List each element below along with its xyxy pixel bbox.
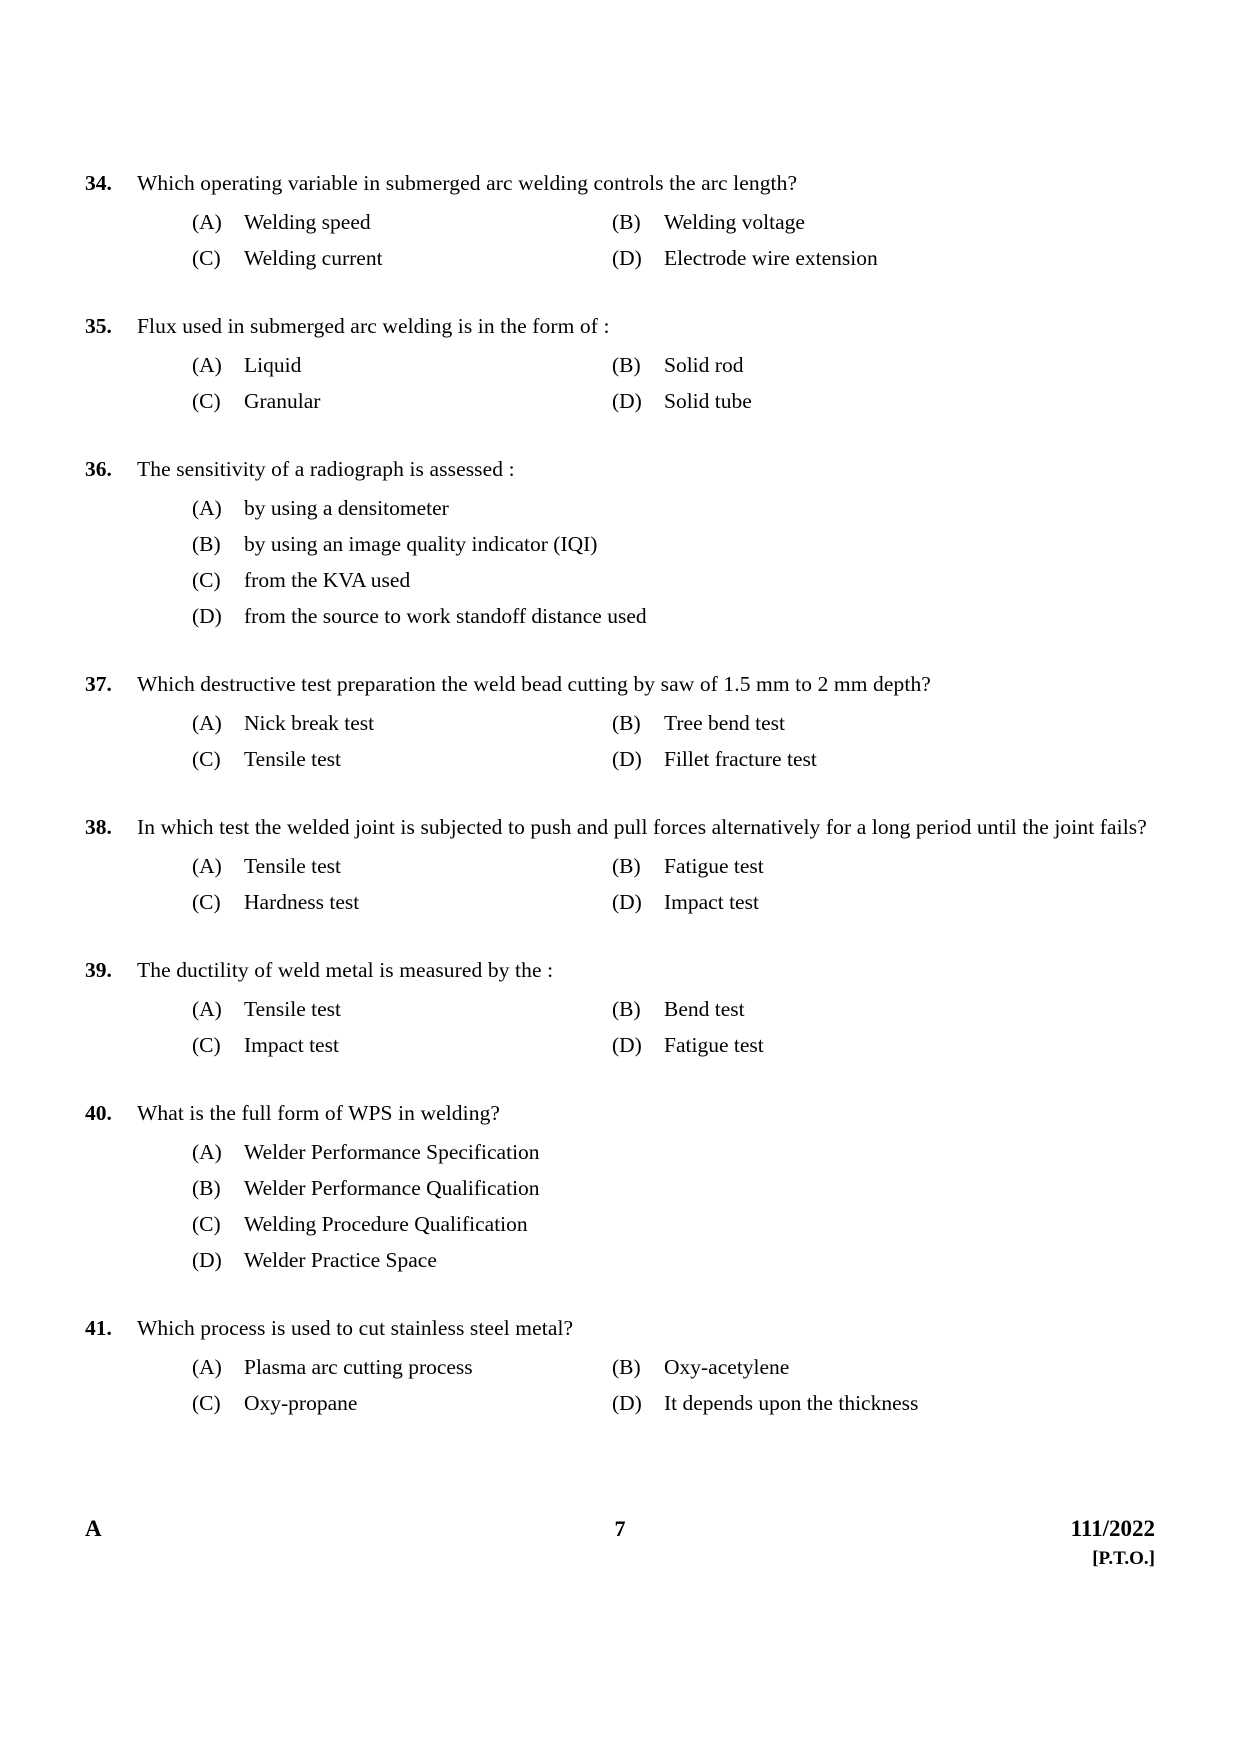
option-group bbox=[85, 351, 1155, 416]
option-text: Tensile test bbox=[244, 997, 342, 1021]
option-text: Welding Procedure Qualification bbox=[244, 1212, 528, 1236]
question-text: Which operating variable in submerged arc welding controls the arc length? bbox=[137, 171, 798, 195]
option-text: Plasma arc cutting process bbox=[244, 1355, 473, 1379]
booklet-series: A bbox=[85, 1516, 102, 1541]
option-label: (D) bbox=[612, 890, 642, 914]
question-text: The sensitivity of a radiograph is assessed : bbox=[137, 457, 515, 481]
option-label: (C) bbox=[192, 568, 221, 592]
option-text: Welder Performance Specification bbox=[244, 1140, 540, 1164]
option-c[interactable] bbox=[192, 1389, 612, 1418]
option-d[interactable] bbox=[612, 888, 759, 917]
option-text: Welding current bbox=[244, 246, 383, 270]
option-text: by using an image quality indicator (IQI) bbox=[244, 532, 598, 556]
option-c[interactable] bbox=[192, 566, 1155, 595]
question-list bbox=[85, 168, 1155, 1448]
option-text: Bend test bbox=[664, 997, 745, 1021]
option-text: Oxy-acetylene bbox=[664, 1355, 790, 1379]
option-text: Tree bend test bbox=[664, 711, 786, 735]
option-text: Oxy-propane bbox=[244, 1391, 358, 1415]
option-text: Solid rod bbox=[664, 353, 744, 377]
option-a[interactable] bbox=[192, 1138, 1155, 1167]
question-item-39 bbox=[85, 955, 1155, 1060]
question-number: 37. bbox=[85, 672, 112, 696]
option-a[interactable] bbox=[192, 1353, 612, 1382]
option-a[interactable] bbox=[192, 208, 612, 237]
option-label: (A) bbox=[192, 711, 222, 735]
option-b[interactable] bbox=[192, 530, 1155, 559]
option-row bbox=[192, 888, 1155, 917]
question-heading bbox=[85, 454, 1155, 485]
option-group bbox=[85, 852, 1155, 917]
option-label: (C) bbox=[192, 1391, 221, 1415]
question-number: 36. bbox=[85, 457, 112, 481]
option-text: Nick break test bbox=[244, 711, 375, 735]
option-d[interactable] bbox=[192, 602, 1155, 631]
question-text: Which destructive test preparation the weld bead cutting by saw of 1.5 mm to 2 mm depth? bbox=[137, 672, 931, 696]
option-row bbox=[192, 1353, 1155, 1382]
option-c[interactable] bbox=[192, 745, 612, 774]
option-group bbox=[85, 709, 1155, 774]
question-item-36 bbox=[85, 454, 1155, 631]
question-heading bbox=[85, 1098, 1155, 1129]
option-b[interactable] bbox=[612, 995, 745, 1024]
option-label: (A) bbox=[192, 997, 222, 1021]
option-d[interactable] bbox=[612, 244, 878, 273]
option-label: (B) bbox=[612, 854, 641, 878]
option-label: (D) bbox=[192, 604, 222, 628]
option-row bbox=[192, 387, 1155, 416]
question-number: 39. bbox=[85, 958, 112, 982]
page-number: 7 bbox=[614, 1516, 626, 1541]
option-row bbox=[192, 745, 1155, 774]
question-item-38 bbox=[85, 812, 1155, 917]
option-group bbox=[85, 494, 1155, 631]
option-text: Fillet fracture test bbox=[664, 747, 817, 771]
option-row bbox=[192, 1138, 1155, 1167]
option-text: Impact test bbox=[664, 890, 759, 914]
option-label: (D) bbox=[192, 1248, 222, 1272]
option-text: Welding voltage bbox=[664, 210, 805, 234]
option-row bbox=[192, 566, 1155, 595]
option-row bbox=[192, 494, 1155, 523]
question-heading bbox=[85, 669, 1155, 700]
option-d[interactable] bbox=[612, 1389, 918, 1418]
option-text: Tensile test bbox=[244, 747, 342, 771]
option-b[interactable] bbox=[612, 1353, 789, 1382]
option-text: Solid tube bbox=[664, 389, 752, 413]
option-label: (A) bbox=[192, 1355, 222, 1379]
option-group bbox=[85, 208, 1155, 273]
option-label: (C) bbox=[192, 890, 221, 914]
option-text: It depends upon the thickness bbox=[664, 1391, 919, 1415]
option-label: (B) bbox=[612, 210, 641, 234]
option-b[interactable] bbox=[612, 709, 785, 738]
option-text: Granular bbox=[244, 389, 321, 413]
question-heading bbox=[85, 812, 1155, 843]
option-label: (C) bbox=[192, 1033, 221, 1057]
option-label: (C) bbox=[192, 389, 221, 413]
option-c[interactable] bbox=[192, 387, 612, 416]
option-b[interactable] bbox=[612, 852, 764, 881]
option-d[interactable] bbox=[192, 1246, 1155, 1275]
option-label: (B) bbox=[612, 997, 641, 1021]
option-label: (D) bbox=[612, 747, 642, 771]
question-heading bbox=[85, 311, 1155, 342]
option-a[interactable] bbox=[192, 494, 1155, 523]
question-heading bbox=[85, 1313, 1155, 1344]
turn-over-note: [P.T.O.] bbox=[1092, 1548, 1155, 1569]
option-text: by using a densitometer bbox=[244, 496, 449, 520]
question-heading bbox=[85, 955, 1155, 986]
option-group bbox=[85, 995, 1155, 1060]
option-a[interactable] bbox=[192, 709, 612, 738]
option-d[interactable] bbox=[612, 1031, 764, 1060]
question-item-40 bbox=[85, 1098, 1155, 1275]
option-label: (D) bbox=[612, 246, 642, 270]
option-a[interactable] bbox=[192, 351, 612, 380]
option-label: (A) bbox=[192, 353, 222, 377]
option-label: (A) bbox=[192, 210, 222, 234]
option-label: (B) bbox=[612, 711, 641, 735]
option-text: Hardness test bbox=[244, 890, 360, 914]
option-label: (C) bbox=[192, 747, 221, 771]
option-c[interactable] bbox=[192, 1031, 612, 1060]
question-heading bbox=[85, 168, 1155, 199]
option-text: Fatigue test bbox=[664, 854, 764, 878]
question-item-34 bbox=[85, 168, 1155, 273]
option-group bbox=[85, 1138, 1155, 1275]
option-group bbox=[85, 1353, 1155, 1418]
option-text: Impact test bbox=[244, 1033, 339, 1057]
option-label: (C) bbox=[192, 246, 221, 270]
option-b[interactable] bbox=[192, 1174, 1155, 1203]
question-number: 41. bbox=[85, 1316, 112, 1340]
option-row bbox=[192, 602, 1155, 631]
option-label: (D) bbox=[612, 1033, 642, 1057]
option-a[interactable] bbox=[192, 852, 612, 881]
option-row bbox=[192, 709, 1155, 738]
option-label: (A) bbox=[192, 496, 222, 520]
option-text: Welder Performance Qualification bbox=[244, 1176, 540, 1200]
option-row bbox=[192, 530, 1155, 559]
question-text: Which process is used to cut stainless steel metal? bbox=[137, 1316, 574, 1340]
question-text: The ductility of weld metal is measured by the : bbox=[137, 958, 554, 982]
option-row bbox=[192, 1246, 1155, 1275]
option-a[interactable] bbox=[192, 995, 612, 1024]
option-row bbox=[192, 1389, 1155, 1418]
option-c[interactable] bbox=[192, 1210, 1155, 1239]
option-text: Welding speed bbox=[244, 210, 371, 234]
option-label: (A) bbox=[192, 1140, 222, 1164]
question-number: 35. bbox=[85, 314, 112, 338]
option-d[interactable] bbox=[612, 387, 752, 416]
option-label: (A) bbox=[192, 854, 222, 878]
option-text: Liquid bbox=[244, 353, 302, 377]
option-row bbox=[192, 995, 1155, 1024]
option-text: Tensile test bbox=[244, 854, 342, 878]
option-c[interactable] bbox=[192, 244, 612, 273]
option-label: (B) bbox=[192, 1176, 221, 1200]
question-item-35 bbox=[85, 311, 1155, 416]
question-number: 38. bbox=[85, 815, 112, 839]
option-text: Fatigue test bbox=[664, 1033, 764, 1057]
question-number: 34. bbox=[85, 171, 112, 195]
option-row bbox=[192, 852, 1155, 881]
question-text: In which test the welded joint is subjected to push and pull forces alternatively for a long period until the joint fails? bbox=[137, 815, 1147, 839]
question-item-41 bbox=[85, 1313, 1155, 1418]
option-text: Electrode wire extension bbox=[664, 246, 878, 270]
option-row bbox=[192, 1210, 1155, 1239]
option-row bbox=[192, 1174, 1155, 1203]
option-row bbox=[192, 351, 1155, 380]
option-label: (B) bbox=[612, 1355, 641, 1379]
option-label: (D) bbox=[612, 1391, 642, 1415]
option-row bbox=[192, 1031, 1155, 1060]
option-text: from the source to work standoff distance used bbox=[244, 604, 647, 628]
question-text: Flux used in submerged arc welding is in the form of : bbox=[137, 314, 610, 338]
option-row bbox=[192, 244, 1155, 273]
option-text: Welder Practice Space bbox=[244, 1248, 437, 1272]
option-b[interactable] bbox=[612, 208, 805, 237]
option-text: from the KVA used bbox=[244, 568, 411, 592]
option-label: (C) bbox=[192, 1212, 221, 1236]
option-row bbox=[192, 208, 1155, 237]
question-item-37 bbox=[85, 669, 1155, 774]
paper-code: 111/2022 bbox=[1070, 1516, 1155, 1541]
option-c[interactable] bbox=[192, 888, 612, 917]
option-d[interactable] bbox=[612, 745, 817, 774]
question-number: 40. bbox=[85, 1101, 112, 1125]
page-footer bbox=[85, 1516, 1155, 1586]
option-label: (B) bbox=[612, 353, 641, 377]
option-label: (D) bbox=[612, 389, 642, 413]
option-b[interactable] bbox=[612, 351, 743, 380]
question-text: What is the full form of WPS in welding? bbox=[137, 1101, 501, 1125]
option-label: (B) bbox=[192, 532, 221, 556]
